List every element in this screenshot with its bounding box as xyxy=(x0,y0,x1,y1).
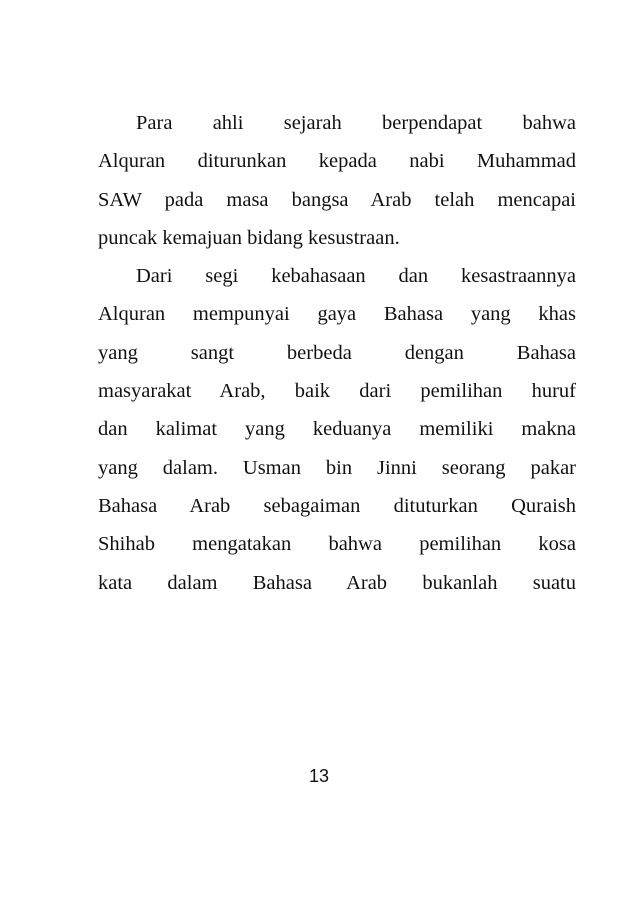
text-line: Para ahli sejarah berpendapat bahwa xyxy=(136,112,576,134)
text-line: yang sangt berbeda dengan Bahasa xyxy=(98,341,576,364)
text-line: Shihab mengatakan bahwa pemilihan kosa xyxy=(98,533,576,556)
paragraph-1 xyxy=(98,104,576,257)
page-number: 13 xyxy=(308,766,330,786)
text-line: Alquran diturunkan kepada nabi Muhammad xyxy=(98,150,576,173)
text-line: Alquran mempunyai gaya Bahasa yang khas xyxy=(98,303,576,326)
text-line: Dari segi kebahasaan dan kesastraannya xyxy=(136,265,576,288)
text-line: SAW pada masa bangsa Arab telah mencapai xyxy=(98,188,576,211)
paragraph-2 xyxy=(98,257,576,602)
text-line: puncak kemajuan bidang kesustraan. xyxy=(98,226,400,249)
body-text xyxy=(98,104,576,602)
text-line: masyarakat Arab, baik dari pemilihan huruf xyxy=(98,380,576,403)
text-line: dan kalimat yang keduanya memiliki makna xyxy=(98,418,576,441)
text-line: Bahasa Arab sebagaiman dituturkan Quraish xyxy=(98,494,576,517)
text-line: yang dalam. Usman bin Jinni seorang pakar xyxy=(98,456,576,479)
text-line: kata dalam Bahasa Arab bukanlah suatu xyxy=(98,571,576,594)
